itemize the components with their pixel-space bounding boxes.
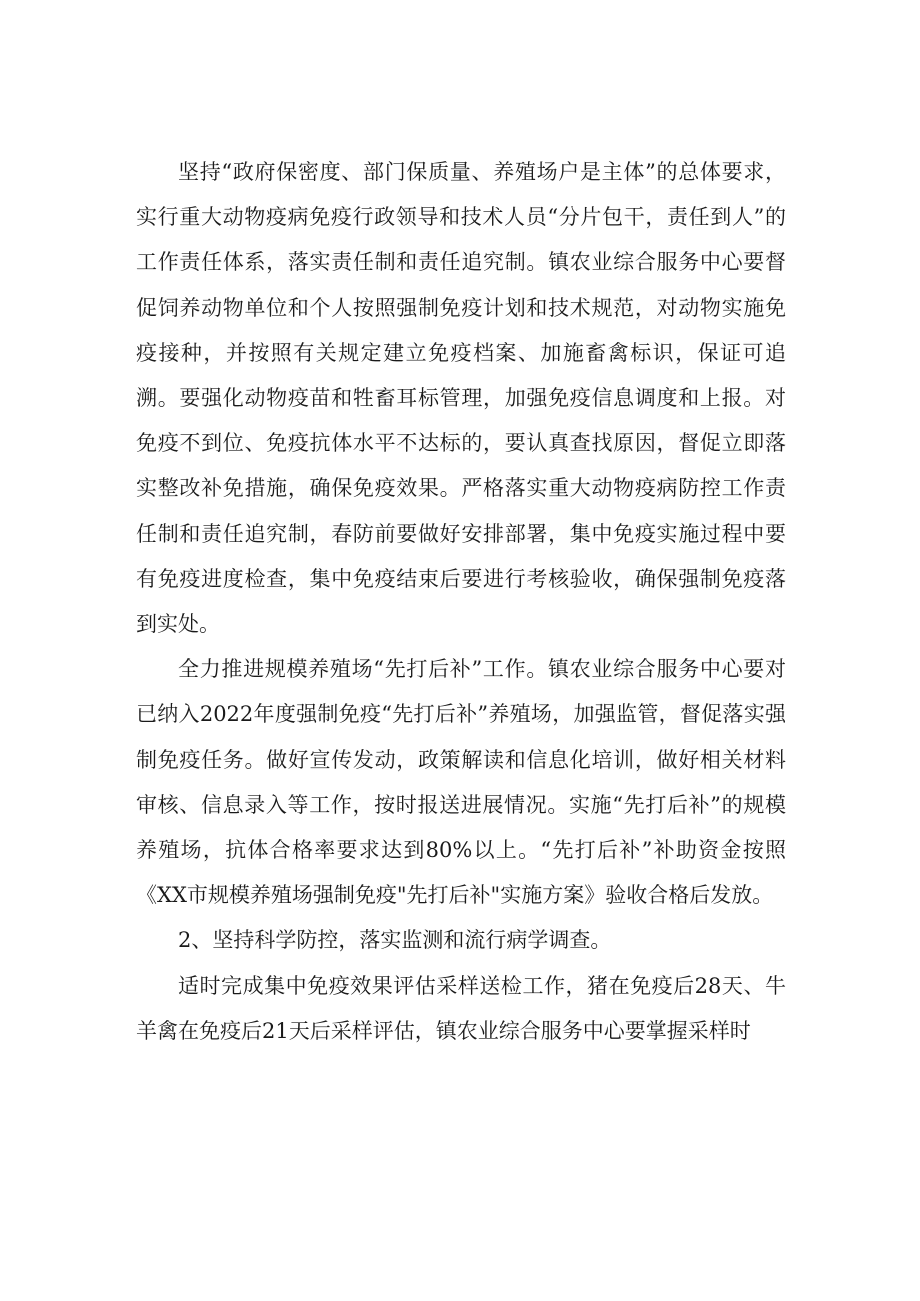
paragraph-sampling-evaluation: 适时完成集中免疫效果评估采样送检工作，猪在免疫后28天、牛羊禽在免疫后21天后采样评估，镇农业综合服务中心要掌握采样时 — [136, 973, 786, 1043]
paragraph-immunization-responsibility: 坚持“政府保密度、部门保质量、养殖场户是主体”的总体要求，实行重大动物疫病免疫行政领导和技术人员“分片包干，责任到人”的工作责任体系，落实责任制和责任追究制。镇农业综合服务中心要督促饲养动物单位和个人按照强制免疫计划和技术规范，对动物实施免疫接种，并按照有关规定建立免疫档案、加施畜禽标识，保证可追溯。要强化动物疫苗和牲畜耳标管理，加强免疫信息调度和上报。对免疫不到位、免疫抗体水平不达标的，要认真查找原因，督促立即落实整改补免措施，确保免疫效果。严格落实重大动物疫病防控工作责任制和责任追究制，春防前要做好安排部署，集中免疫实施过程中要有免疫进度检查，集中免疫结束后要进行考核验收，确保强制免疫落到实处。 — [136, 160, 786, 637]
document-body — [136, 150, 786, 1054]
paragraph-vaccinate-first-subsidize-later: 全力推进规模养殖场“先打后补”工作。镇农业综合服务中心要对已纳入2022年度强制免疫“先打后补”养殖场，加强监管，督促落实强制免疫任务。做好宣传发动，政策解读和信息化培训，做好相关材料审核、信息录入等工作，按时报送进展情况。实施“先打后补”的规模养殖场，抗体合格率要求达到80%以上。“先打后补”补助资金按照《XX市规模养殖场强制免疫"先打后补"实施方案》验收合格后发放。 — [136, 657, 786, 908]
section-heading-scientific-prevention: 2、坚持科学防控，落实监测和流行病学调查。 — [178, 928, 612, 953]
